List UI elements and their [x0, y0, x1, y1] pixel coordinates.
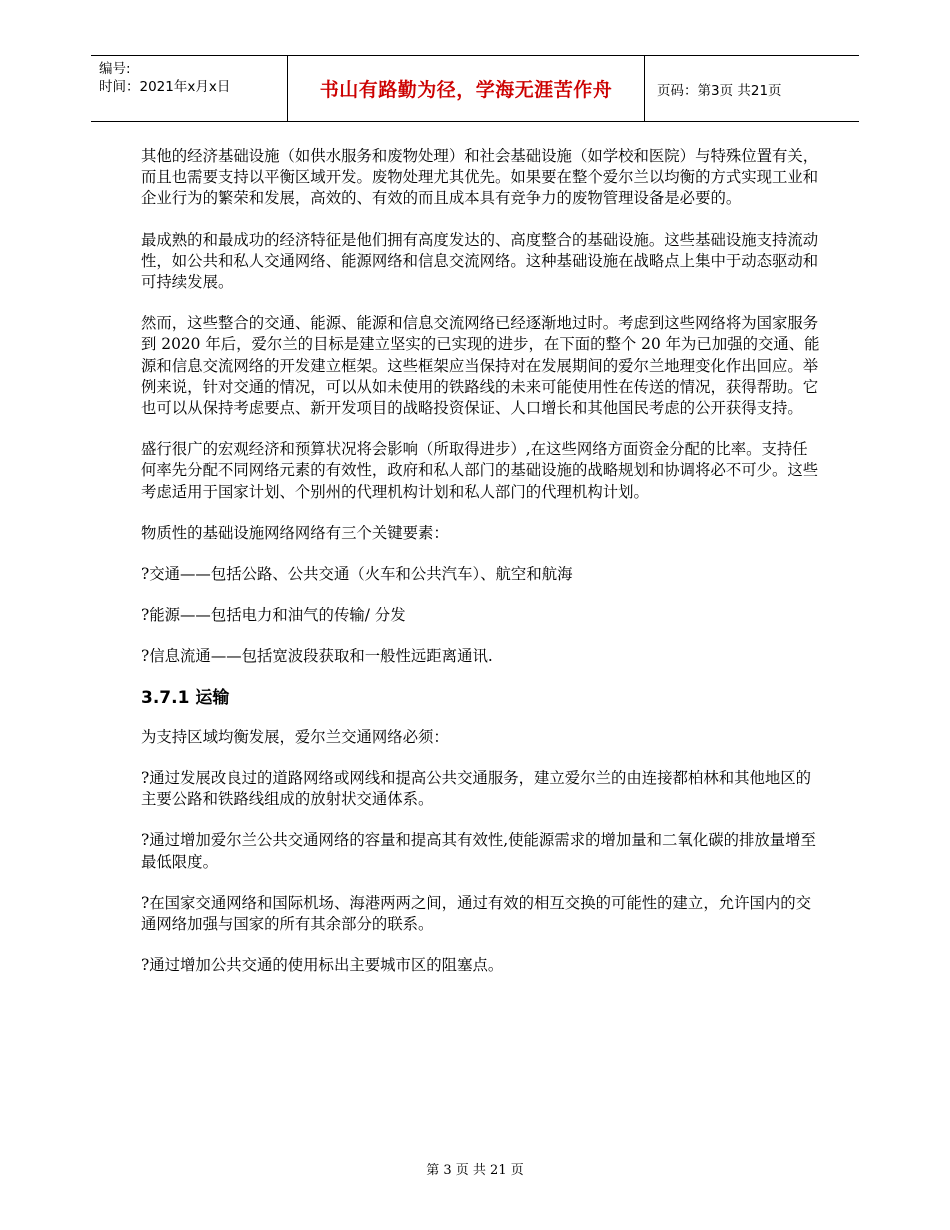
- document-number-label: 编号:: [99, 61, 131, 77]
- body-paragraph: 物质性的基础设施网络网络有三个关键要素：: [141, 523, 449, 542]
- body-paragraph: 盛行很广的宏观经济和预算状况将会影响（所取得进步）,在这些网络方面资金分配的比率。支持任何率先分配不同网络元素的有效性，政府和私人部门的基础设施的战略规划和协调将必不可少。这些考虑适用于国家计划、个别州的代理机构计划和私人部门的代理机构计划。: [141, 440, 819, 501]
- section-bullet-item: ?通过增加公共交通的使用标出主要城市区的阻塞点。: [141, 956, 504, 975]
- section-intro: 为支持区域均衡发展，爱尔兰交通网络必须：: [141, 727, 449, 746]
- body-paragraph: 最成熟的和最成功的经济特征是他们拥有高度发达的、高度整合的基础设施。这些基础设施支持流动性，如公共和私人交通网络、能源网络和信息交流网络。这种基础设施在战略点上集中于动态驱动和可持续发展。: [141, 230, 819, 292]
- bullet-item: ?信息流通——包括宽波段获取和一般性远距离通讯.: [141, 647, 493, 666]
- page-header: [91, 55, 859, 122]
- section-heading: 3.7.1 运输: [141, 687, 230, 708]
- body-paragraph: 然而，这些整合的交通、能源、能源和信息交流网络已经逐渐地过时。考虑到这些网络将为国家服务到 2020 年后，爱尔兰的目标是建立坚实的已实现的进步，在下面的整个 20 年为已加强的交通、能源和信息交流网络的开发建立框架。这些框架应当保持对在发展期间的爱尔兰地理变化作出回应。举例来说，针对交通的情况，可以从如未使用的铁路线的未来可能使用性在传送的情况，获得帮助。它也可以从保持考虑要点、新开发项目的战略投资保证、人口增长和其他国民考虑的公开获得支持。: [141, 314, 820, 418]
- body-paragraph: 其他的经济基础设施（如供水服务和废物处理）和社会基础设施（如学校和医院）与特殊位置有关，而且也需要支持以平衡区域开发。废物处理尤其优先。如果要在整个爱尔兰以均衡的方式实现工业和企业行为的繁荣和发展，高效的、有效的而且成本具有竞争力的废物管理设备是必要的。: [141, 147, 819, 208]
- bullet-item: ?交通——包括公路、公共交通（火车和公共汽车）、航空和航海: [141, 565, 573, 584]
- header-page-label: 页码：第3页 共21页: [657, 82, 782, 99]
- header-meta: [91, 56, 287, 121]
- page-footer: [0, 1159, 950, 1178]
- footer-page-number: 第 3 页 共 21 页: [426, 1163, 524, 1178]
- section-bullet-item: ?通过增加爱尔兰公共交通网络的容量和提高其有效性,使能源需求的增加量和二氧化碳的排放量增至最低限度。: [141, 831, 816, 871]
- document-body: [141, 146, 821, 996]
- document-time-label: 时间：2021年x月x日: [99, 79, 231, 95]
- header-page-cell: [645, 56, 859, 121]
- header-motto: 书山有路勤为径，学海无涯苦作舟: [319, 79, 613, 101]
- section-bullet-item: ?在国家交通网络和国际机场、海港两两之间，通过有效的相互交换的可能性的建立，允许国内的交通网络加强与国家的所有其余部分的联系。: [141, 893, 812, 934]
- section-bullet-item: ?通过发展改良过的道路网络或网线和提高公共交通服务，建立爱尔兰的由连接都柏林和其他地区的主要公路和铁路线组成的放射状交通体系。: [141, 769, 812, 809]
- bullet-item: ?能源——包括电力和油气的传输/ 分发: [141, 606, 406, 625]
- header-motto-cell: [287, 56, 645, 121]
